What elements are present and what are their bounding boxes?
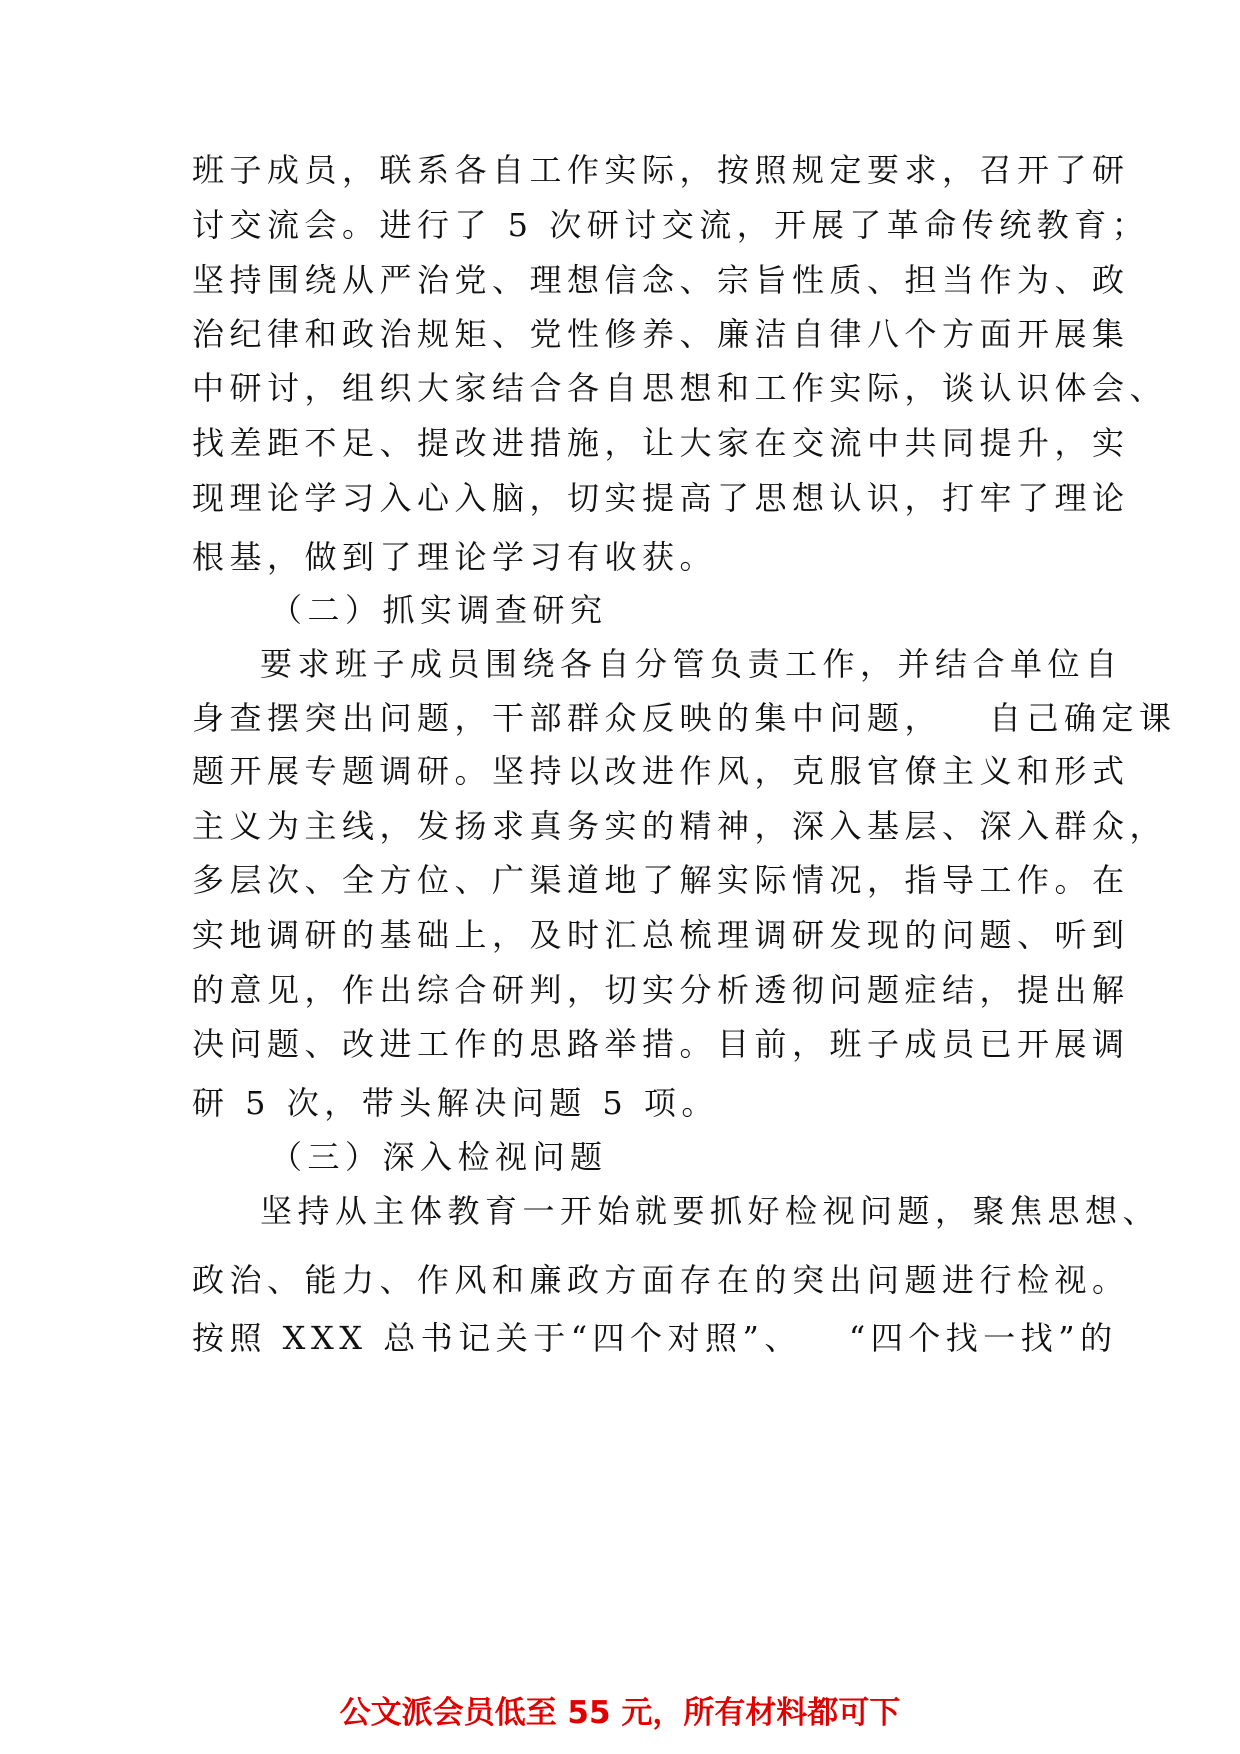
body-text-line: 找差距不足、提改进措施，让大家在交流中共同提升，实: [192, 424, 1130, 462]
body-text-line: 题开展专题调研。坚持以改进作风，克服官僚主义和形式: [192, 752, 1130, 790]
body-text-line: 按照 XXX 总书记关于“四个对照”、 “四个找一找”的: [192, 1319, 1118, 1357]
body-text-line: 实地调研的基础上，及时汇总梳理调研发现的问题、听到: [192, 916, 1130, 954]
body-text-line: 主义为主线，发扬求真务实的精神，深入基层、深入群众，: [192, 807, 1168, 845]
body-text-line: 多层次、全方位、广渠道地了解实际情况，指导工作。在: [192, 861, 1130, 899]
body-text-line: 身查摆突出问题，干部群众反映的集中问题， 自己确定课: [192, 699, 1177, 737]
section-heading-2: （二）抓实调查研究: [270, 591, 608, 629]
body-text-line: 现理论学习入心入脑，切实提高了思想认识，打牢了理论: [192, 479, 1130, 517]
body-text-line: 中研讨，组织大家结合各自思想和工作实际，谈认识体会、: [192, 369, 1168, 407]
body-text-line: 坚持围绕从严治党、理想信念、宗旨性质、担当作为、政: [192, 261, 1130, 299]
paragraph-first-line: 要求班子成员围绕各自分管负责工作，并结合单位自: [260, 645, 1123, 683]
body-text-line: 的意见，作出综合研判，切实分析透彻问题症结，提出解: [192, 971, 1130, 1009]
body-text-line: 研 5 次，带头解决问题 5 项。: [192, 1084, 719, 1122]
body-text-line: 治纪律和政治规矩、党性修养、廉洁自律八个方面开展集: [192, 315, 1130, 353]
body-text-line: 政治、能力、作风和廉政方面存在的突出问题进行检视。: [192, 1261, 1130, 1299]
body-text-line: 讨交流会。进行了 5 次研讨交流，开展了革命传统教育；: [192, 206, 1150, 244]
body-text-line: 班子成员，联系各自工作实际，按照规定要求，召开了研: [192, 151, 1130, 189]
paragraph-first-line: 坚持从主体教育一开始就要抓好检视问题，聚焦思想、: [260, 1192, 1161, 1230]
body-text-line: 决问题、改进工作的思路举措。目前，班子成员已开展调: [192, 1025, 1130, 1063]
promo-footer: 公文派会员低至 55 元，所有材料都可下: [339, 1695, 901, 1731]
body-text-line: 根基，做到了理论学习有收获。: [192, 538, 718, 576]
section-heading-3: （三）深入检视问题: [270, 1138, 608, 1176]
